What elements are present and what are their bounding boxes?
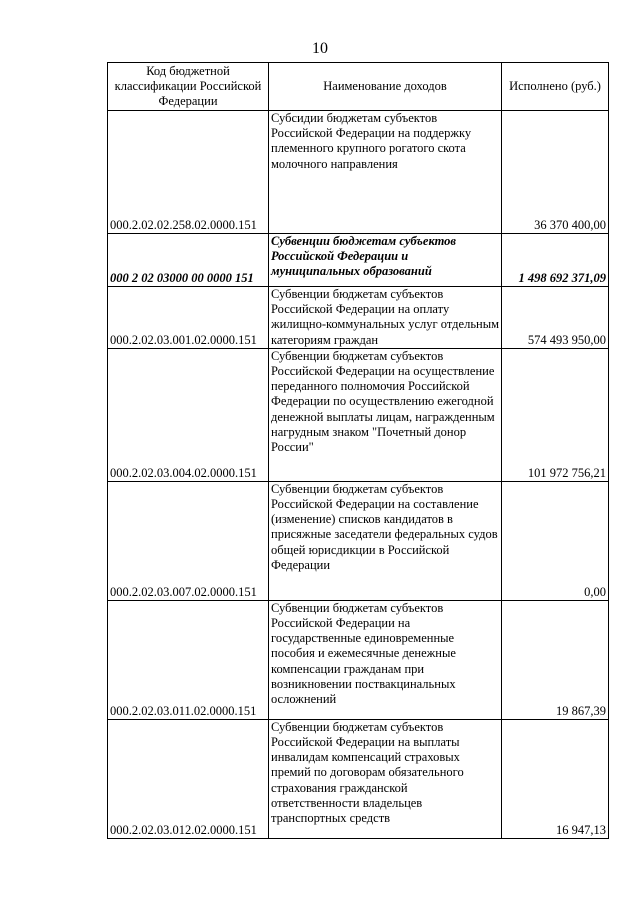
table-header-row [108,63,609,111]
row-name: Субвенции бюджетам субъектов Российской Федерации на составление (изменение) списков кандидатов в присяжные заседатели федеральных судов общей юрисдикции в Российской Федерации [269,481,502,600]
row-code: 000.2.02.03.012.02.0000.151 [108,719,269,838]
row-amount: 19 867,39 [502,600,609,719]
row-amount: 36 370 400,00 [502,111,609,234]
row-amount: 574 493 950,00 [502,287,609,349]
row-code: 000.2.02.02.258.02.0000.151 [108,111,269,234]
row-name: Субвенции бюджетам субъектов Российской Федерации на государственные единовременные пособия и ежемесячные денежные компенсации гражданам при возникновении поствакцинальных осложнений [269,600,502,719]
row-name: Субвенции бюджетам субъектов Российской Федерации на оплату жилищно-коммунальных услуг отдельным категориям граждан [269,287,502,349]
header-amount: Исполнено (руб.) [502,63,609,111]
row-amount: 0,00 [502,481,609,600]
row-code: 000.2.02.03.011.02.0000.151 [108,600,269,719]
row-code: 000.2.02.03.001.02.0000.151 [108,287,269,349]
table-row [108,111,609,234]
table-row [108,600,609,719]
row-code: 000.2.02.03.004.02.0000.151 [108,348,269,481]
table-row-subtotal [108,234,609,287]
page-number: 10 [312,40,328,57]
table-row [108,287,609,349]
row-name: Субвенции бюджетам субъектов Российской Федерации на выплаты инвалидам компенсаций страховых премий по договорам обязательного страхования гражданской ответственности владельцев транспортных средств [269,719,502,838]
table-row [108,481,609,600]
budget-income-table [107,62,609,839]
row-name: Субвенции бюджетам субъектов Российской Федерации на осуществление переданного полномочия Российской Федерации по осуществлению ежегодной денежной выплаты лицам, награжденным нагрудным знаком "Почетный донор России" [269,348,502,481]
row-name: Субсидии бюджетам субъектов Российской Федерации на поддержку племенного крупного рогатого скота молочного направления [269,111,502,234]
table-row [108,719,609,838]
header-code: Код бюджетной классификации Российской Федерации [108,63,269,111]
row-amount: 101 972 756,21 [502,348,609,481]
row-code: 000 2 02 03000 00 0000 151 [108,234,269,287]
row-code: 000.2.02.03.007.02.0000.151 [108,481,269,600]
row-amount: 16 947,13 [502,719,609,838]
row-name: Субвенции бюджетам субъектов Российской Федерации и муниципальных образований [269,234,502,287]
table-row [108,348,609,481]
header-name: Наименование доходов [269,63,502,111]
row-amount: 1 498 692 371,09 [502,234,609,287]
